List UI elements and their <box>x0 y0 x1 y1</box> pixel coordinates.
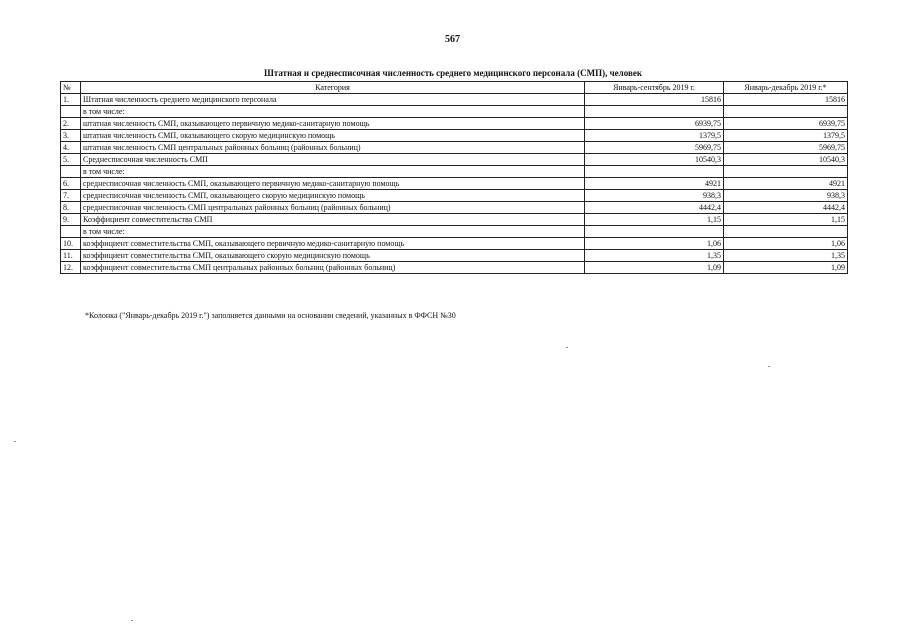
row-value-jan-sep <box>585 106 724 118</box>
row-value-jan-sep: 6939,75 <box>585 118 724 130</box>
row-value-jan-dec: 1379,5 <box>724 130 848 142</box>
row-value-jan-dec: 1,06 <box>724 238 848 250</box>
row-value-jan-dec: 938,3 <box>724 190 848 202</box>
row-category: в том числе: <box>81 166 585 178</box>
row-number: 7. <box>61 190 81 202</box>
row-category: штатная численность СМП, оказывающего первичную медико-санитарную помощь <box>81 118 585 130</box>
table-row <box>61 118 848 130</box>
row-category: Штатная численность среднего медицинского персонала <box>81 94 585 106</box>
row-category: Среднесписочная численность СМП <box>81 154 585 166</box>
row-value-jan-dec: 5969,75 <box>724 142 848 154</box>
row-value-jan-sep <box>585 166 724 178</box>
row-category: в том числе: <box>81 226 585 238</box>
page-number: 567 <box>445 34 460 45</box>
table-row <box>61 142 848 154</box>
row-value-jan-sep: 10540,3 <box>585 154 724 166</box>
row-category: в том числе: <box>81 106 585 118</box>
row-category: среднесписочная численность СМП, оказывающего скорую медицинскую помощь <box>81 190 585 202</box>
scan-speck <box>566 347 568 348</box>
table-body <box>61 94 848 274</box>
row-category: коэффициент совместительства СМП, оказывающего первичную медико-санитарную помощь <box>81 238 585 250</box>
row-number: 9. <box>61 214 81 226</box>
row-category: коэффициент совместительства СМП центральных районных больниц (районных больниц) <box>81 262 585 274</box>
header-period-jan-sep: Январь-сентябрь 2019 г. <box>585 82 724 94</box>
row-value-jan-sep: 1,09 <box>585 262 724 274</box>
row-value-jan-dec: 10540,3 <box>724 154 848 166</box>
row-value-jan-sep: 1,35 <box>585 250 724 262</box>
row-number: 2. <box>61 118 81 130</box>
row-category: среднесписочная численность СМП, оказывающего первичную медико-санитарную помощь <box>81 178 585 190</box>
table-row <box>61 154 848 166</box>
table-row <box>61 178 848 190</box>
scan-speck <box>768 366 770 367</box>
row-number: 10. <box>61 238 81 250</box>
header-number: № <box>61 82 81 94</box>
table-row <box>61 238 848 250</box>
row-value-jan-dec: 6939,75 <box>724 118 848 130</box>
row-category: коэффициент совместительства СМП, оказывающего скорую медицинскую помощь <box>81 250 585 262</box>
row-value-jan-dec <box>724 166 848 178</box>
row-number: 1. <box>61 94 81 106</box>
row-value-jan-dec: 1,15 <box>724 214 848 226</box>
footnote: *Колонка ("Январь-декабрь 2019 г.") заполняется данными на основании сведений, указанных в ФФСН №30 <box>85 311 456 320</box>
row-value-jan-dec <box>724 106 848 118</box>
row-number <box>61 226 81 238</box>
row-value-jan-sep: 5969,75 <box>585 142 724 154</box>
header-period-jan-dec: Январь-декабрь 2019 г.* <box>724 82 848 94</box>
header-category: Категория <box>81 82 585 94</box>
document-title: Штатная и среднесписочная численность среднего медицинского персонала (СМП), человек <box>263 68 643 78</box>
row-value-jan-dec: 1,35 <box>724 250 848 262</box>
table-header-row <box>61 82 848 94</box>
row-value-jan-dec: 4442,4 <box>724 202 848 214</box>
table-row <box>61 226 848 238</box>
table-row <box>61 166 848 178</box>
table-row <box>61 214 848 226</box>
row-value-jan-dec: 15816 <box>724 94 848 106</box>
staff-table <box>60 81 848 274</box>
row-number: 11. <box>61 250 81 262</box>
row-value-jan-dec: 4921 <box>724 178 848 190</box>
table-row <box>61 190 848 202</box>
row-number: 5. <box>61 154 81 166</box>
scan-speck <box>14 441 16 442</box>
table-row <box>61 130 848 142</box>
row-value-jan-sep: 1379,5 <box>585 130 724 142</box>
row-value-jan-sep: 15816 <box>585 94 724 106</box>
row-number: 6. <box>61 178 81 190</box>
row-category: штатная численность СМП, оказывающего скорую медицинскую помощь <box>81 130 585 142</box>
table-row <box>61 262 848 274</box>
row-number <box>61 166 81 178</box>
row-value-jan-sep: 4921 <box>585 178 724 190</box>
row-number: 4. <box>61 142 81 154</box>
row-category: среднесписочная численность СМП центральных районных больниц (районных больниц) <box>81 202 585 214</box>
table-row <box>61 94 848 106</box>
row-value-jan-sep <box>585 226 724 238</box>
table-row <box>61 250 848 262</box>
row-value-jan-sep: 938,3 <box>585 190 724 202</box>
row-category: Коэффициент совместительства СМП <box>81 214 585 226</box>
scan-speck <box>131 620 133 621</box>
row-value-jan-sep: 1,15 <box>585 214 724 226</box>
row-value-jan-sep: 1,06 <box>585 238 724 250</box>
row-value-jan-dec: 1,09 <box>724 262 848 274</box>
row-number <box>61 106 81 118</box>
row-category: штатная численность СМП центральных районных больниц (районных больниц) <box>81 142 585 154</box>
row-number: 8. <box>61 202 81 214</box>
table-row <box>61 202 848 214</box>
row-number: 12. <box>61 262 81 274</box>
row-value-jan-dec <box>724 226 848 238</box>
table-row <box>61 106 848 118</box>
row-value-jan-sep: 4442,4 <box>585 202 724 214</box>
row-number: 3. <box>61 130 81 142</box>
